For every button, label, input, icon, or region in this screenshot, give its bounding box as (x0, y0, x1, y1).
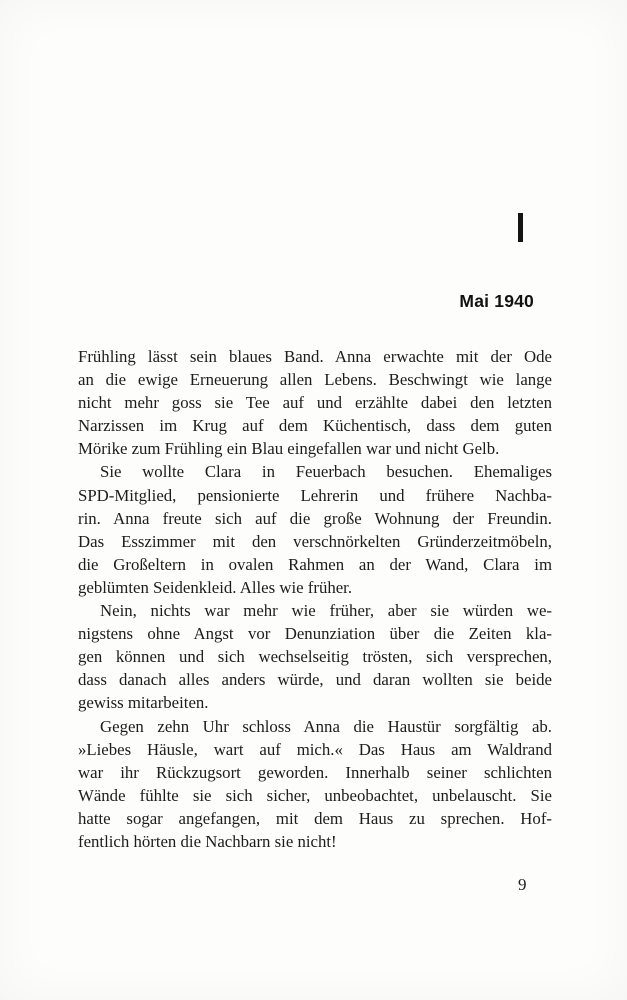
text-line: war ihr Rückzugsort geworden. Innerhalb seiner schlichten (78, 762, 552, 782)
text-line: rin. Anna freute sich auf die große Wohnung der Freundin. (78, 508, 552, 528)
text-line: gewiss mitarbeiten. (78, 693, 209, 713)
text-line: an die ewige Erneuerung allen Lebens. Beschwingt wie lange (78, 370, 552, 390)
text-line: Mörike zum Frühling ein Blau eingefallen war und nicht Gelb. (78, 439, 500, 459)
text-line: gen können und sich wechselseitig trösten, sich versprechen, (78, 647, 552, 667)
text-line: Nein, nichts war mehr wie früher, aber sie würden we- (100, 601, 552, 621)
text-line: Gegen zehn Uhr schloss Anna die Haustür sorgfältig ab. (100, 716, 552, 736)
chapter-number (518, 213, 523, 242)
text-line: dass danach alles anders würde, und daran wollten sie beide (78, 670, 552, 690)
text-line: »Liebes Häusle, wart auf mich.« Das Haus am Waldrand (78, 739, 552, 759)
text-line: fentlich hörten die Nachbarn sie nicht! (78, 831, 337, 851)
body-text (78, 345, 552, 853)
text-line: die Großeltern in ovalen Rahmen an der Wand, Clara im (78, 554, 552, 574)
text-line: Wände fühlte sie sich sicher, unbeobachtet, unbelauscht. Sie (78, 785, 552, 805)
text-line: geblümten Seidenkleid. Alles wie früher. (78, 577, 353, 597)
text-line: nicht mehr goss sie Tee auf und erzählte dabei den letzten (78, 393, 552, 413)
text-line: SPD-Mitglied, pensionierte Lehrerin und frühere Nachba- (78, 485, 552, 505)
text-line: Das Esszimmer mit den verschnörkelten Gründerzeitmöbeln, (78, 531, 552, 551)
page-number: 9 (518, 875, 527, 894)
text-line: Frühling lässt sein blaues Band. Anna erwachte mit der Ode (78, 347, 552, 366)
text-line: Narzissen im Krug auf dem Küchentisch, dass dem guten (78, 416, 552, 436)
text-line: nigstens ohne Angst vor Denunziation über die Zeiten kla- (78, 624, 552, 644)
text-line: hatte sogar angefangen, mit dem Haus zu sprechen. Hof- (78, 808, 552, 828)
chapter-dateline: Mai 1940 (459, 291, 534, 311)
text-line: Sie wollte Clara in Feuerbach besuchen. Ehemaliges (100, 462, 552, 482)
